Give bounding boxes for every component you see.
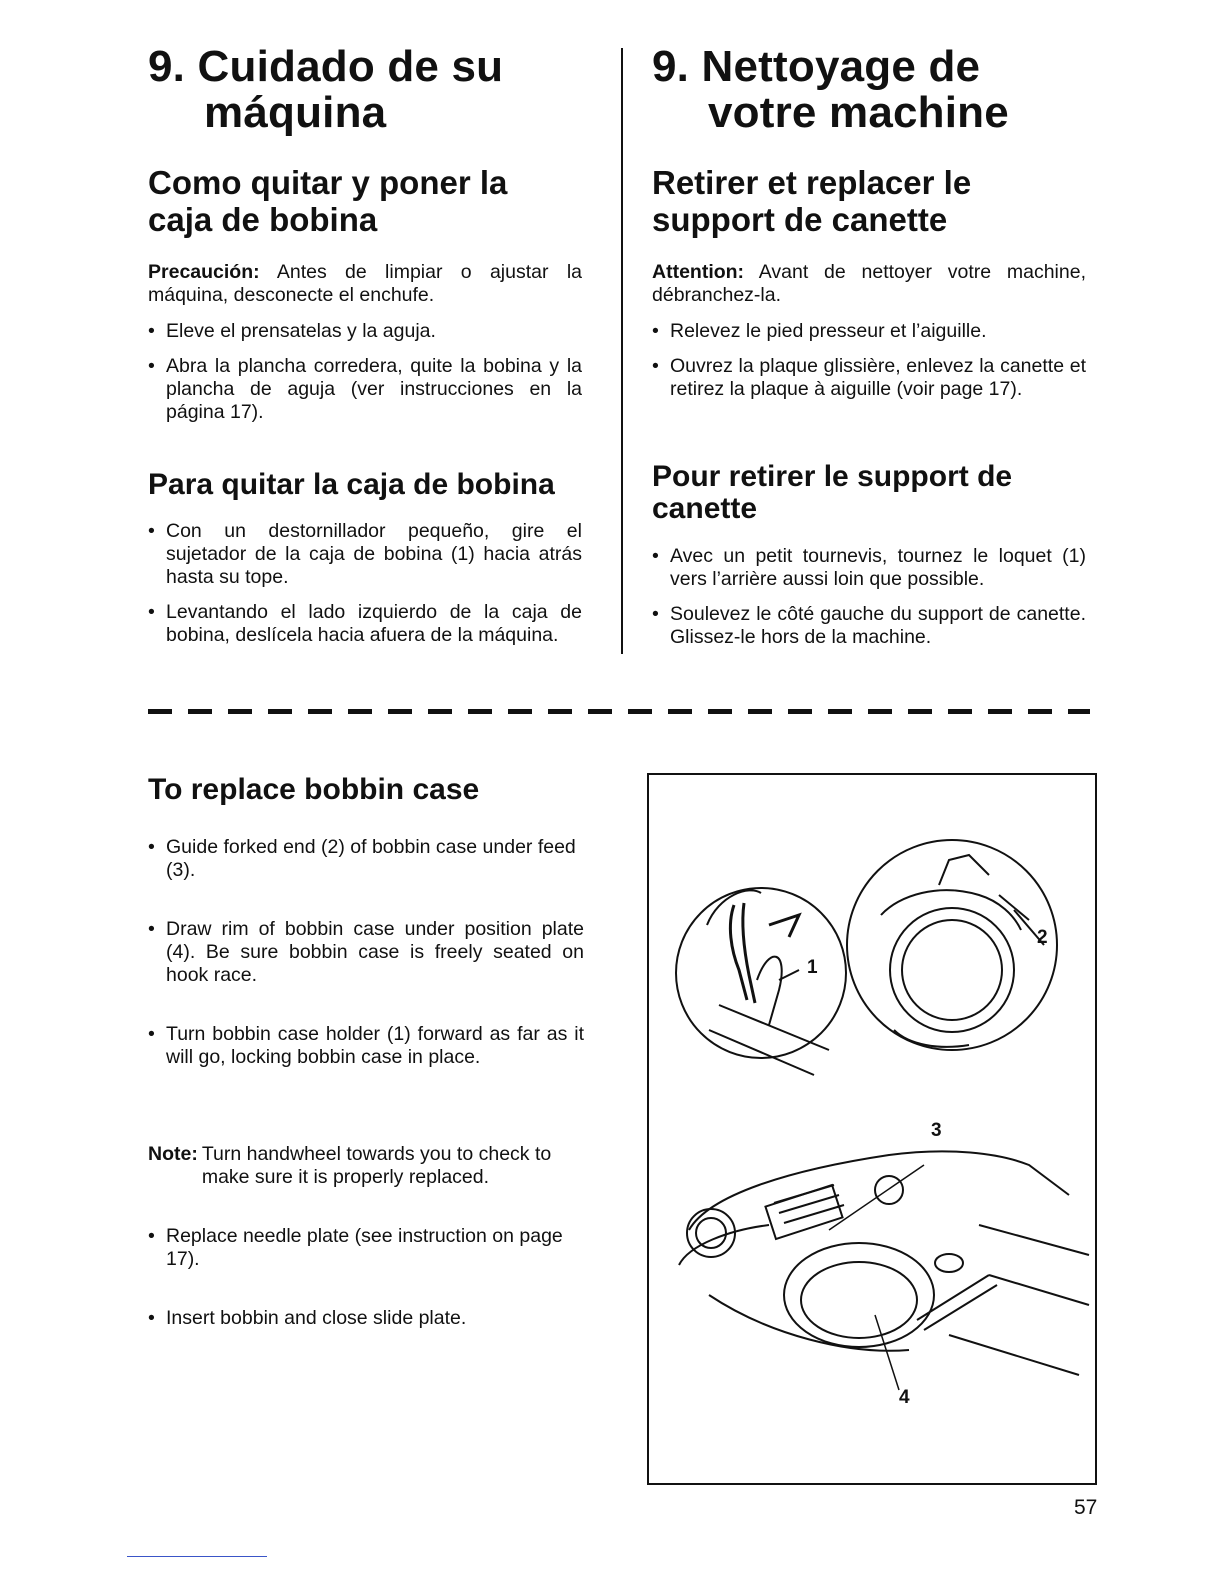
list-item: • Eleve el prensatelas y la aguja. (148, 320, 582, 343)
english-bullet-list-2 (148, 1225, 584, 1330)
list-item: • Draw rim of bobbin case under position plate (4). Be sure bobbin case is freely seated on hook race. (148, 918, 584, 987)
callout-3: 3 (931, 1120, 942, 1141)
english-bullet-list (148, 836, 584, 1069)
french-remove-heading: Pour retirer le support de canette (652, 460, 1013, 525)
page-number: 57 (1074, 1496, 1098, 1519)
list-item: • Levantando el lado izquierdo de la caja de bobina, deslícela hacia afuera de la máquina. (148, 601, 582, 647)
list-item: • Guide forked end (2) of bobbin case under feed (3). (148, 836, 584, 882)
spanish-caution (148, 261, 582, 307)
illustration-drawing (649, 775, 1094, 1482)
list-item: • Abra la plancha corredera, quite la bobina y la plancha de aguja (ver instrucciones en la página 17). (148, 355, 582, 424)
list-item: • Insert bobbin and close slide plate. (148, 1307, 584, 1330)
spanish-remove-heading: Para quitar la caja de bobina (148, 468, 555, 501)
french-subtitle: Retirer et replacer le support de canette (652, 164, 972, 238)
french-caution (652, 261, 1086, 307)
callout-1: 1 (807, 957, 818, 978)
note-label: Note: (148, 1143, 198, 1165)
column-divider (621, 48, 623, 654)
french-bullet-list (652, 320, 1086, 401)
list-item: • Avec un petit tournevis, tournez le loquet (1) vers l’arrière aussi loin que possible. (652, 545, 1086, 591)
spanish-column (148, 44, 588, 136)
bobbin-case-illustration (647, 773, 1097, 1485)
spanish-remove-list (148, 520, 582, 647)
list-item: • Ouvrez la plaque glissière, enlevez la canette et retirez la plaque à aiguille (voir page 17). (652, 355, 1086, 401)
spanish-title-line2: máquina (204, 88, 387, 137)
french-title-line2: votre machine (708, 88, 1009, 137)
screwdriver-detail-icon (676, 888, 846, 1058)
french-caution-label: Attention: (652, 261, 745, 283)
list-item: • Turn bobbin case holder (1) forward as far as it will go, locking bobbin case in place. (148, 1023, 584, 1069)
spanish-title (148, 44, 588, 136)
english-note (148, 1143, 584, 1189)
french-title-line1: 9. Nettoyage de (652, 42, 981, 91)
french-caution-text: Avant de nettoyer votre machine, débranchez-la. (652, 261, 1086, 306)
french-remove-list (652, 545, 1086, 649)
spanish-subtitle: Como quitar y poner la caja de bobina (148, 164, 508, 238)
callout-2: 2 (1037, 927, 1048, 948)
list-item: • Replace needle plate (see instruction on page 17). (148, 1225, 584, 1271)
spanish-caution-label: Precaución: (148, 261, 260, 283)
list-item: • Soulevez le côté gauche du support de canette. Glissez-le hors de la machine. (652, 603, 1086, 649)
footer-line (127, 1556, 267, 1557)
section-separator (148, 709, 1090, 714)
note-text: Turn handwheel towards you to check to make sure it is properly replaced. (201, 1143, 552, 1188)
bobbin-case-detail-icon (847, 840, 1057, 1050)
french-column (652, 44, 1092, 136)
hook-race-icon (784, 1243, 934, 1347)
list-item: • Con un destornillador pequeño, gire el sujetador de la caja de bobina (1) hacia atrás hasta su tope. (148, 520, 582, 589)
list-item: • Relevez le pied presseur et l’aiguille. (652, 320, 1086, 343)
spanish-bullet-list (148, 320, 582, 424)
french-title (652, 44, 1092, 136)
spanish-title-line1: 9. Cuidado de su (148, 42, 504, 91)
spanish-caution-text: Antes de limpiar o ajustar la máquina, desconecte el enchufe. (148, 261, 582, 306)
english-heading: To replace bobbin case (148, 773, 480, 806)
callout-4: 4 (899, 1387, 910, 1408)
